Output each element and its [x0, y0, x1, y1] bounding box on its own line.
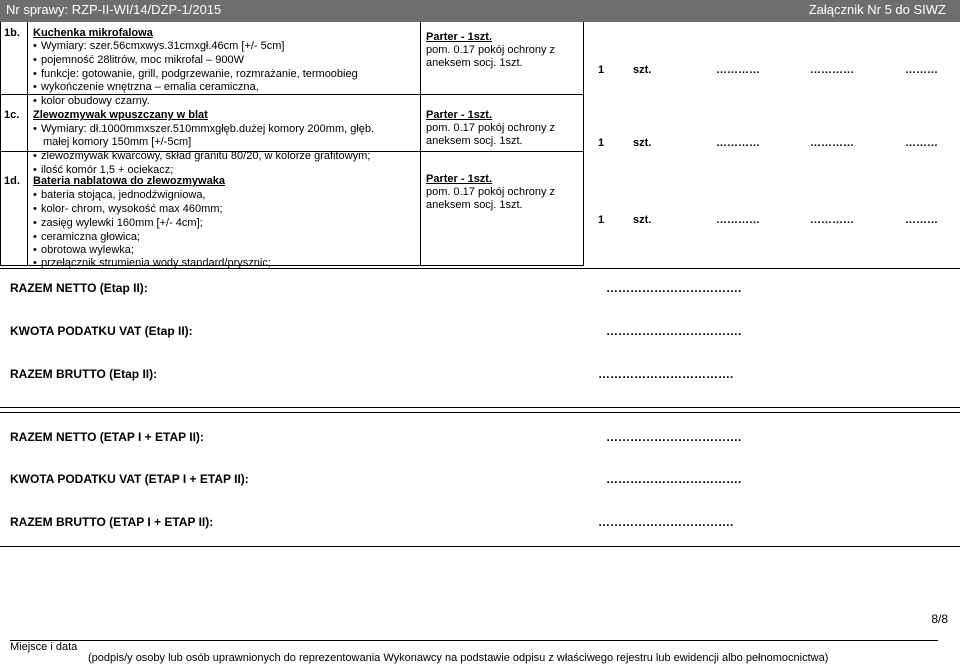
total-value-blank: ……………………………. — [606, 472, 742, 486]
item-number: 1d. — [4, 175, 20, 187]
list-item: • bateria stojąca, jednodźwigniowa, — [33, 189, 206, 201]
total-value-blank: ……………………………. — [606, 430, 742, 444]
totals-stage-1-2 — [0, 412, 960, 547]
col-divider — [420, 22, 421, 266]
item-unit: szt. — [633, 64, 652, 76]
list-item: • pojemność 28litrów, moc mikrofal – 900W — [33, 54, 244, 66]
page-number: 8/8 — [931, 612, 948, 626]
total-value-blank: ……………………………. — [598, 515, 734, 529]
item-number: 1b. — [4, 27, 20, 39]
totals-stage-2 — [0, 268, 960, 408]
total-label: RAZEM NETTO (ETAP I + ETAP II): — [10, 430, 204, 444]
item-gross-value-blank: ……… — [905, 137, 938, 149]
item-number: 1c. — [4, 109, 20, 121]
item-unit-price-blank: ………… — [716, 214, 760, 226]
list-item: • kolor obudowy czarny. — [33, 95, 150, 107]
list-item: • Wymiary: dł.1000mmxszer.510mmxgłęb.dużej komory 200mm, głęb. — [33, 123, 375, 135]
item-qty: 1 — [598, 137, 605, 149]
table-border-left — [0, 22, 1, 266]
list-item: • zasięg wylewki 160mm [+/- 4cm]; — [33, 217, 203, 229]
total-label: KWOTA PODATKU VAT (ETAP I + ETAP II): — [10, 472, 249, 486]
item-net-value-blank: ………… — [810, 64, 854, 76]
list-item-continuation: małej komory 150mm [+/-5cm] — [43, 136, 192, 148]
list-item: • obrotowa wylewka; — [33, 244, 134, 256]
case-number: Nr sprawy: RZP-II-WI/14/DZP-1/2015 — [6, 2, 222, 17]
total-value-blank: ……………………………. — [598, 367, 734, 381]
item-unit-price-blank: ………… — [716, 137, 760, 149]
signature-caption: (podpis/y osoby lub osób uprawnionych do reprezentowania Wykonawcy na podstawie odpisu z właściwego rejestru lub ewidencji albo pełnomocnictwa) — [88, 652, 829, 664]
document-header — [0, 0, 960, 22]
total-label: RAZEM BRUTTO (Etap II): — [10, 367, 158, 381]
attachment-label: Załącznik Nr 5 do SIWZ — [808, 2, 946, 17]
item-location: Parter - 1szt. pom. 0.17 pokój ochrony z aneksem socj. 1szt. — [426, 173, 556, 211]
list-item: • ceramiczna głowica; — [33, 231, 141, 243]
list-item: • funkcje: gotowanie, grill, podgrzewanie, rozmrażanie, termoobieg — [33, 68, 358, 80]
item-location: Parter - 1szt. pom. 0.17 pokój ochrony z aneksem socj. 1szt. — [426, 31, 556, 69]
total-label: RAZEM NETTO (Etap II): — [10, 281, 148, 295]
item-qty: 1 — [598, 214, 605, 226]
list-item: • wykończenie wnętrzna – emalia ceramiczna, — [33, 81, 259, 93]
list-item: • kolor- chrom, wysokość max 460mm; — [33, 203, 223, 215]
list-item: • Wymiary: szer.56cmxwys.31cmxgł.46cm [+/- 5cm] — [33, 40, 285, 52]
footer-divider — [10, 640, 938, 641]
item-location: Parter - 1szt. pom. 0.17 pokój ochrony z aneksem socj. 1szt. — [426, 109, 556, 147]
item-title: Bateria nablatowa do zlewozmywaka — [33, 175, 225, 187]
item-net-value-blank: ………… — [810, 214, 854, 226]
item-unit-price-blank: ………… — [716, 64, 760, 76]
place-date-label: Miejsce i data — [10, 641, 78, 653]
col-divider — [583, 22, 584, 266]
list-item: • ilość komór 1,5 + ociekacz; — [33, 164, 174, 176]
item-unit: szt. — [633, 214, 652, 226]
item-gross-value-blank: ……… — [905, 214, 938, 226]
item-unit: szt. — [633, 137, 652, 149]
item-title: Kuchenka mikrofalowa — [33, 27, 153, 39]
item-gross-value-blank: ……… — [905, 64, 938, 76]
list-item: • przełącznik strumienia wody standard/prysznic; — [33, 257, 271, 269]
item-qty: 1 — [598, 64, 605, 76]
item-net-value-blank: ………… — [810, 137, 854, 149]
list-item: • zlewozmywak kwarcowy, skład granitu 80/20, w kolorze grafitowym; — [33, 150, 371, 162]
col-divider — [27, 22, 28, 266]
total-label: KWOTA PODATKU VAT (Etap II): — [10, 324, 193, 338]
items-table — [0, 22, 960, 269]
total-value-blank: ……………………………. — [606, 281, 742, 295]
total-value-blank: ……………………………. — [606, 324, 742, 338]
item-title: Zlewozmywak wpuszczany w blat — [33, 109, 208, 121]
total-label: RAZEM BRUTTO (ETAP I + ETAP II): — [10, 515, 214, 529]
